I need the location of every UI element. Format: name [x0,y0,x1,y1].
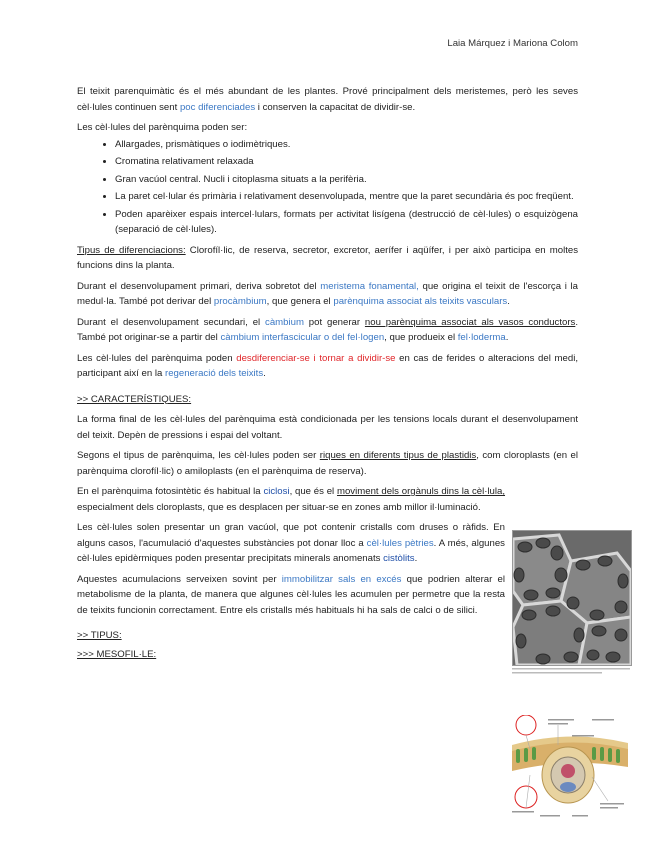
highlight-parenquima-associat: parènquima associat als teixits vasculars [333,296,508,307]
characteristics-paragraph-4 [77,520,505,567]
intro-highlight-poc-diferenciades: poc diferenciades [179,101,256,113]
text-span: pot generar [303,316,365,328]
section-heading-mesofille: >>> MESOFIL·LE: [77,648,157,660]
text-span: . [507,296,510,307]
text-span: Les cèl·lules del parènquima poden [77,352,237,364]
text-span: en cas de ferides o alteracions del medi, participant així en la [77,352,578,379]
text-span: especialment dels cloroplasts, que es desplacen per situar-se en zones amb millor il·luminació. [77,501,481,513]
highlight-immobilitzar-sals: immobilitzar sals en excés [281,573,402,585]
text-span: . [505,332,509,343]
highlight-desdiferenciar: desdiferenciar-se i tornar a dividir-se [236,352,396,364]
section-heading-caracteristiques: >> CARACTERÍSTIQUES: [77,393,192,405]
characteristics-paragraph-2 [77,448,578,479]
list-item: • La paret cel·lular és primària i relativament desenvolupada, mentre que la paret secundària és poc freqüent. [115,189,578,205]
intro-text-a: El teixit parenquimàtic és el més abundant de les plantes. Prové principalment dels meristemes, però les seves cèl·lules continuen sent [77,86,578,113]
text-span: . [263,368,266,379]
list-item: • Cromatina relativament relaxada [115,154,578,170]
highlight-cambium-interfascicular: càmbium interfascicular o del fel·logen [220,332,385,343]
characteristics-paragraph-3 [77,484,505,515]
underlined-nou-parenquima: nou parènquima associat als vasos conductors [364,316,576,328]
text-span: Durant el desenvolupament primari, deriva sobretot del [77,280,321,292]
text-span: , que genera el [266,296,334,307]
differentiation-paragraph [77,243,578,274]
highlight-cellules-petries: cèl·lules pètries [366,537,434,549]
text-span: En el parènquima fotosintètic és habitual la [77,486,264,497]
cell-features-list [77,137,578,238]
text-span: . A més, algunes cèl·lules epidèrmiques poden presentar precipitats minerals anomenats [77,537,505,564]
text-span: . [414,553,418,564]
leaf-cross-section-diagram [508,715,632,823]
text-span: , que és el [289,486,337,497]
micrograph-caption-lines [512,667,632,675]
differentiation-text: Clorofíl·lic, de reserva, secretor, excretor, aerífer i aqüífer, i per això participa en moltes funcions dins la planta. [77,244,579,271]
text-span: Durant el desenvolupament secundari, el [77,316,266,328]
intro-text-b: i conserven la capacitat de dividir-se. [255,101,416,113]
highlight-cistolits: cistòlits [383,553,415,564]
highlight-cambium: càmbium [265,316,304,328]
section-heading-tipus: >> TIPUS: [77,630,122,641]
differentiation-label: Tipus de diferenciacions: [77,244,186,256]
text-span: Aquestes acumulacions serveixen sovint per [77,573,282,585]
characteristics-paragraph-5 [77,572,505,619]
text-span: , que produeix el [384,332,458,343]
underlined-plastidis: riques en diferents tipus de plastidis [319,450,477,461]
list-item: • Allargades, prismàtiques o iodimètriques. [115,137,578,153]
primary-development-paragraph [77,279,578,310]
intro-paragraph [77,84,578,115]
list-item: • Poden aparèixer espais intercel·lulars, formats per activitat lisígena (destrucció de cèl·lules) o esquizògena (separació de cèl·lules). [115,207,578,238]
highlight-regeneracio: regeneració dels teixits [165,368,264,379]
list-intro: Les cèl·lules del parènquima poden ser: [77,122,248,133]
text-span: Segons el tipus de parènquima, les cèl·lules poden ser [77,450,320,461]
text-span: Les cèl·lules solen presentar un gran vacúol, que pot contenir cristalls com druses o ràfids. En alguns casos, l'acumulació d'aquestes substàncies pot donar lloc a [77,522,505,549]
leaf-section-drawing [508,715,632,823]
secondary-development-paragraph [77,315,578,346]
highlight-procambium: procàmbium [213,296,267,307]
highlight-felloderma: fel·loderma [457,332,506,343]
text-span: , com cloroplasts (en el parènquima clorofíl·lic) o amiloplasts (en el parènquima de reserva). [77,450,578,477]
characteristics-paragraph-1: La forma final de les cèl·lules del parènquima està condicionada per les tensions locals durant el desenvolupament del teixit. Depèn de pressions i espai del voltant. [77,414,578,441]
micrograph-drawing [513,531,631,665]
micrograph-parenchyma-image [512,530,632,666]
list-item: • Gran vacúol central. Nucli i citoplasma situats a la perifèria. [115,172,578,188]
document-body [77,84,578,662]
text-span: que podrien alterar el metabolisme de la planta, de manera que algunes cèl·lules les acumulen per permetre que la resta de teixits funcionin correctament. Entre els cristalls més habituals hi ha sals de calci o de silici. [77,573,505,616]
text-span: . També pot originar-se a partir del [77,316,578,343]
highlight-meristema: meristema fonamental, [320,280,419,292]
highlight-ciclosi: ciclosi [263,486,290,497]
text-span: que origina el teixit de l'escorça i la medul·la. També pot derivar del [77,280,578,307]
regeneration-paragraph [77,351,578,382]
page-header-author: Laia Márquez i Mariona Colom [447,38,578,49]
underlined-moviment-organuls: moviment dels orgànuls dins la cèl·lula, [336,486,506,497]
